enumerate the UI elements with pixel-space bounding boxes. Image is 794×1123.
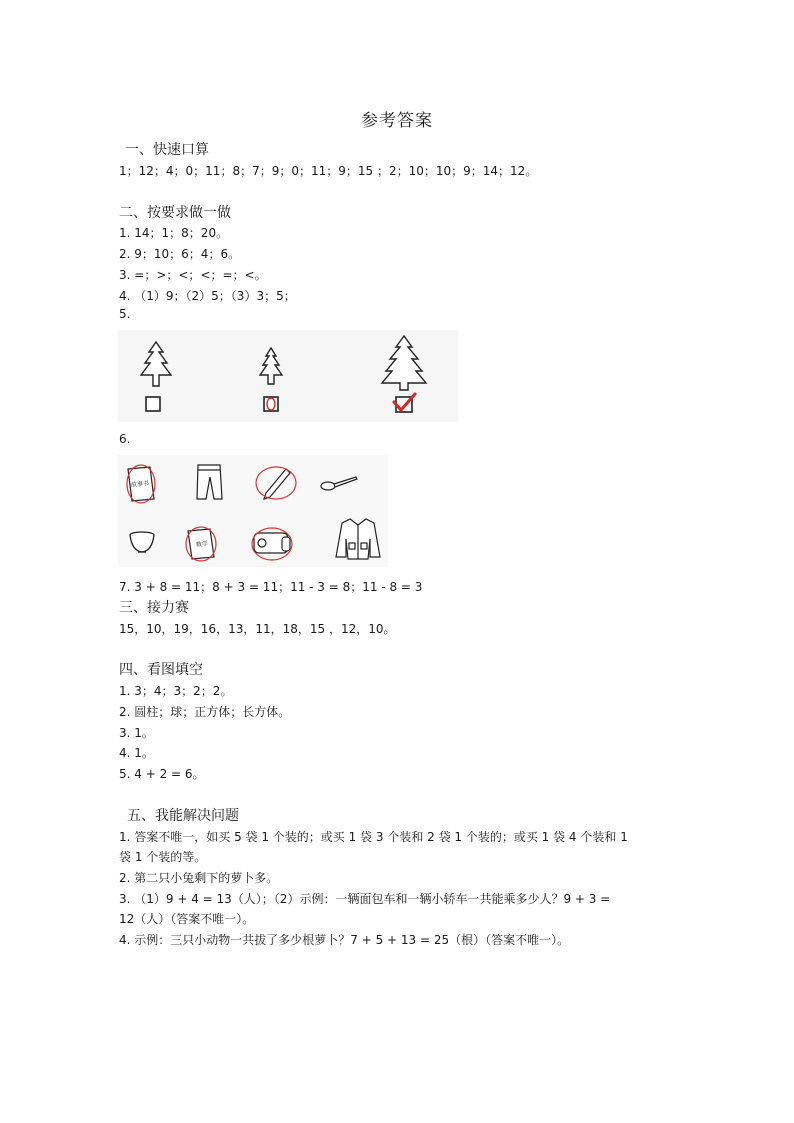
- page-title: 参考答案: [361, 111, 433, 131]
- storybook-label: 故事书: [130, 480, 150, 489]
- section-2-item-2: 2. 9；10；6；4；6。: [119, 247, 241, 261]
- section-4-item-2: 2. 圆柱；球；正方体；长方体。: [119, 705, 291, 719]
- pencil-case-icon: [254, 533, 290, 553]
- section-5-item-2: 2. 第二只小兔剩下的萝卜多。: [119, 871, 279, 885]
- section-2-item-7: 7. 3 + 8 = 11；8 + 3 = 11；11 - 3 = 8；11 - 8 = 3: [119, 580, 423, 594]
- section-4-item-1: 1. 3；4；3；2；2。: [119, 684, 233, 698]
- section-1-heading: 一、快速口算: [125, 142, 209, 158]
- section-2-item-6: 6.: [119, 432, 131, 446]
- section-4-item-5: 5. 4 + 2 = 6。: [119, 767, 205, 781]
- empty-checkbox: [146, 397, 160, 411]
- coat-icon: [336, 519, 380, 559]
- math-book-icon: [188, 529, 214, 559]
- section-5-item-3-cont: 12（人）（答案不唯一）。: [119, 912, 255, 926]
- section-5-item-1: 1. 答案不唯一，如买 5 袋 1 个装的；或买 1 袋 3 个装和 2 袋 1 个装的；或买 1 袋 4 个装和 1: [119, 830, 628, 844]
- section-1-answers: 1；12；4；0；11；8；7；9；0；11；9；15 ；2；10；10；9；14；12。: [119, 164, 538, 178]
- section-2-heading: 二、按要求做一做: [119, 205, 231, 221]
- tree-figure: [118, 330, 458, 422]
- section-5-item-4: 4. 示例：三只小动物一共拔了多少根萝卜？7 + 5 + 13 = 25（根）（答案不唯一）。: [119, 933, 570, 947]
- section-4-heading: 四、看图填空: [119, 662, 203, 678]
- circled-checkbox: [264, 397, 278, 411]
- storybook-icon: [128, 467, 154, 501]
- section-3-heading: 三、接力赛: [119, 600, 189, 616]
- section-5-heading: 五、我能解决问题: [127, 808, 239, 824]
- section-5-item-1-cont: 袋 1 个装的等。: [119, 850, 207, 864]
- section-2-item-5: 5.: [119, 307, 131, 321]
- section-2-item-4: 4. （1）9；（2）5；（3）3；5；: [119, 289, 296, 303]
- objects-figure: [118, 455, 388, 567]
- section-2-item-1: 1. 14；1；8；20。: [119, 226, 229, 240]
- section-4-item-3: 3. 1。: [119, 726, 154, 740]
- section-2-item-3: 3. =；>；<；<；=；<。: [119, 268, 267, 282]
- section-5-item-3: 3. （1）9 + 4 = 13（人）；（2）示例：一辆面包车和一辆小轿车一共能乘多少人？9 + 3 =: [119, 892, 611, 906]
- math-book-label: 数学: [195, 540, 209, 549]
- section-4-item-4: 4. 1。: [119, 746, 154, 760]
- section-3-answers: 15，10，19，16，13，11，18，15 ，12，10。: [119, 622, 396, 636]
